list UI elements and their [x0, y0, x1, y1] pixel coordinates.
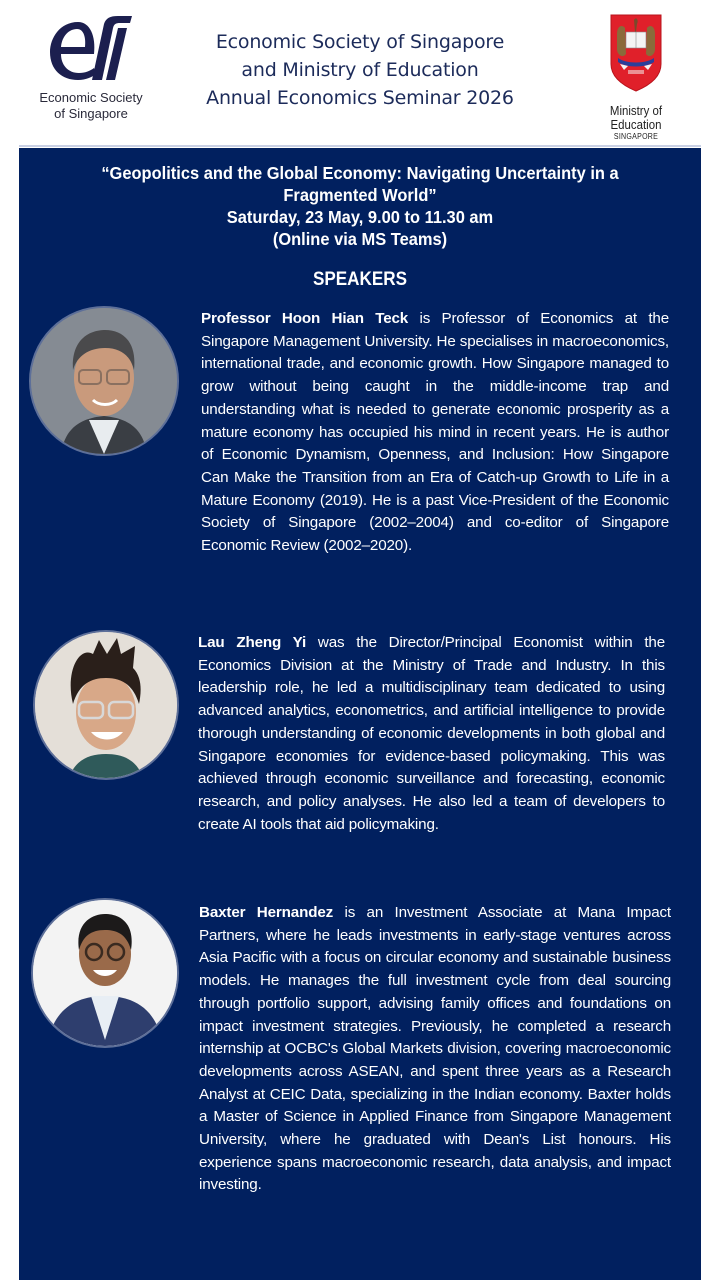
speaker-photo-baxter-hernandez	[31, 898, 179, 1048]
speaker-bio-text: is an Investment Associate at Mana Impact Partners, where he leads investments in early-stage ventures across Asia Pacific with a focus on circular economy and sustainable business models. He manages the full investment cycle from deal sourcing through portfolio support, advising family offices and foundations on impact investment strategies. Previously, he completed a research internship at OCBC's Global Markets division, covering macroeconomic developments across ASEAN, and spent three years as a Research Analyst at CEIC Data, specializing in the Indian economy. Baxter holds a Master of Science in Applied Finance from Singapore Management University, where he graduated with Dean's List honours. His experience spans macroeconomic research, data analysis, and impact investing.	[199, 904, 671, 1194]
moe-logo-caption	[585, 104, 687, 142]
event-info	[58, 162, 661, 250]
person-portrait-icon	[35, 632, 177, 778]
title-line-1: Economic Society of Singapore	[215, 31, 505, 53]
event-date-time: Saturday, 23 May, 9.00 to 11.30 am	[226, 207, 494, 227]
speakers-heading: SPEAKERS	[312, 269, 408, 290]
event-title-line2: Fragmented World”	[283, 185, 437, 205]
person-portrait-icon	[31, 308, 177, 454]
moe-caption-line2: SINGAPORE	[613, 132, 659, 141]
moe-crest-icon	[610, 14, 662, 92]
content-panel	[19, 148, 701, 1280]
event-venue: (Online via MS Teams)	[272, 229, 448, 249]
ess-caption-line2: of Singapore	[54, 106, 128, 121]
speaker-name: Lau Zheng Yi	[198, 634, 307, 651]
speaker-bio-text: is Professor of Economics at the Singapore Management University. He specialises in macroeconomics, international trade, and economic growth. How Singapore managed to grow without being caught in the middle-income trap and understanding what is needed to generate economic prosperity as a mature economy has occupied his mind in recent years. He is author of Economic Dynamism, Openness, and Inclusion: How Singapore Can Make the Transition from an Era of Catch-up Growth to Life in a Mature Economy (2019). He is a past Vice-President of the Economic Society of Singapore (2002–2004) and co-editor of Singapore Economic Review (2002–2020).	[201, 310, 669, 555]
header	[0, 0, 720, 146]
speaker-name: Professor Hoon Hian Teck	[201, 310, 409, 327]
ess-logo-caption	[28, 90, 154, 122]
speaker-bio	[199, 902, 671, 1197]
speaker-photo-hoon-hian-teck	[29, 306, 179, 456]
speaker-bio-text: was the Director/Principal Economist within the Economics Division at the Ministry of Trade and Industry. In this leadership role, he led a multidisciplinary team dedicated to using advanced analytics, econometrics, and artificial intelligence to provide thorough understanding of economic developments in both global and Singapore economies for evidence-based policymaking. This was achieved through economic surveillance and forecasting, economic research, and policy analyses. He also led a team of developers to create AI tools that aid policymaking.	[198, 634, 665, 833]
moe-logo	[578, 12, 694, 141]
title-line-3: Annual Economics Seminar 2026	[206, 87, 514, 109]
speaker-photo-lau-zheng-yi	[33, 630, 179, 780]
title-line-2: and Ministry of Education	[241, 59, 479, 81]
page-title	[180, 28, 540, 112]
moe-caption-line1: Ministry of Education	[609, 103, 663, 132]
speaker-name: Baxter Hernandez	[199, 904, 334, 921]
speaker-bio	[198, 632, 665, 836]
ess-logo	[28, 14, 154, 126]
ess-monogram-icon	[48, 14, 134, 84]
person-portrait-icon	[33, 900, 177, 1046]
speaker-bio	[201, 308, 669, 558]
header-divider	[19, 145, 701, 147]
event-title-line1: “Geopolitics and the Global Economy: Navigating Uncertainty in a	[101, 163, 619, 183]
ess-caption-line1: Economic Society	[39, 90, 143, 105]
